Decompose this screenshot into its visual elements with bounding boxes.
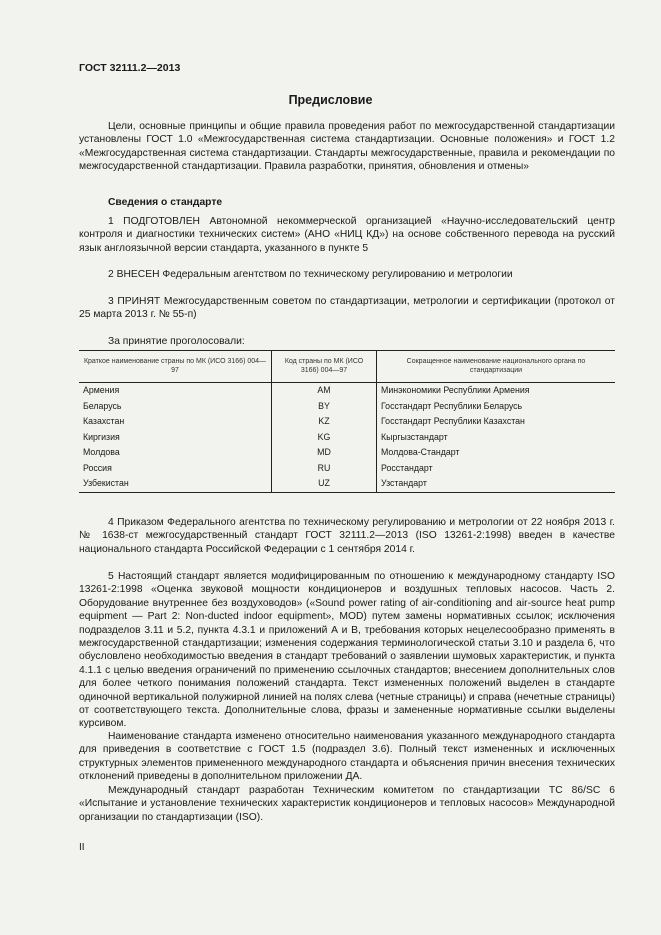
country-cell: Россия (83, 462, 112, 473)
code-cell: BY (272, 399, 377, 415)
item-4-paragraph: 4 Приказом Федерального агентства по техническому регулированию и метрологии от 22 ноября 2013 г. № 1638-ст межгосударственный стандарт ГОСТ 32111.2—2013 (ISO 13261-2:1998) введен в качестве национального стандарта Российской Федерации с 1 сентября 2014 г. (79, 517, 615, 555)
table-row (79, 399, 615, 415)
table-row (79, 414, 615, 430)
agency-cell: Минэкономики Республики Армения (377, 383, 616, 399)
country-cell: Узбекистан (79, 476, 272, 492)
country-cell: Беларусь (83, 400, 122, 411)
agency-cell: Узстандарт (377, 476, 616, 492)
section-subtitle: Сведения о стандарте (108, 197, 223, 208)
code-cell: KG (272, 430, 377, 446)
item-1-paragraph: 1 ПОДГОТОВЛЕН Автономной некоммерческой организацией «Научно-исследовательский центр контроля и диагностики технических систем» (АНО «НИЦ КД») на основе собственного перевода на русский язык англоязычной версии стандарта, указанного в пункте 5 (79, 216, 615, 254)
voted-label: За принятие проголосовали: (108, 336, 245, 347)
document-header: ГОСТ 32111.2—2013 (79, 62, 181, 74)
agency-cell: Молдова-Стандарт (377, 445, 616, 461)
code-cell: RU (272, 461, 377, 477)
country-cell: Казахстан (83, 416, 125, 426)
countries-table (79, 350, 615, 493)
country-cell: Киргизия (83, 431, 120, 442)
intro-paragraph: Цели, основные принципы и общие правила проведения работ по межгосударственной стандартизации установлены ГОСТ 1.0 «Межгосударственная система стандартизации. Основные положения» и ГОСТ 1.2 «Межгосударственная система стандартизации. Стандарты межгосударственные, правила и рекомендации по межгосударственной стандартизации. Правила разработки, принятия, обновления и отмены» (79, 121, 615, 173)
page-title: Предисловие (288, 93, 373, 107)
table-header-country: Краткое наименование страны по МК (ИСО 3166) 004—97 (79, 351, 272, 383)
table-row (79, 383, 615, 399)
intl-committee-paragraph: Международный стандарт разработан Техническим комитетом по стандартизации ТС 86/SC 6 «Испытание и установление технических характеристик кондиционеров и тепловых насосов» Международной организации по стандартизации (ISO). (79, 785, 615, 823)
code-cell: KZ (272, 414, 377, 430)
country-cell: Армения (83, 385, 120, 395)
agency-cell: Госстандарт Республики Беларусь (377, 399, 616, 415)
country-cell: Молдова (83, 447, 120, 457)
agency-cell: Росстандарт (377, 461, 616, 477)
agency-cell: Кыргызстандарт (377, 430, 616, 446)
table-row (79, 445, 615, 461)
item-3-paragraph: 3 ПРИНЯТ Межгосударственным советом по стандартизации, метрологии и сертификации (протокол от 25 марта 2013 г. № 55-п) (79, 296, 615, 321)
table-header-agency: Сокращенное наименование национального органа по стандартизации (377, 351, 616, 383)
table-row (79, 476, 615, 492)
table-row (79, 430, 615, 446)
agency-cell: Госстандарт Республики Казахстан (377, 414, 616, 430)
code-cell: UZ (272, 476, 377, 492)
page-number: II (79, 842, 85, 853)
code-cell: MD (272, 445, 377, 461)
table-row (79, 461, 615, 477)
item-2-paragraph: 2 ВНЕСЕН Федеральным агентством по техническому регулированию и метрологии (108, 269, 513, 280)
naming-paragraph: Наименование стандарта изменено относительно наименования указанного международного стандарта для приведения в соответствие с ГОСТ 1.5 (подраздел 3.6). Полный текст измененных и исключенных структурных элементов примененного международного стандарта и объяснения причин внесения технических отклонений приведены в дополнительном приложении ДА. (79, 731, 615, 783)
table-header-row (79, 351, 615, 383)
table-header-code: Код страны по МК (ИСО 3166) 004—97 (272, 351, 377, 383)
code-cell: AM (272, 383, 377, 399)
item-5-paragraph: 5 Настоящий стандарт является модифицированным по отношению к международному стандарту ISO 13261-2:1998 «Оценка звуковой мощности кондиционеров и воздушных тепловых насосов. Часть 2. Оборудование внутреннее без воздуховодов» («Sound power rating of air-conditioning and air-source heat pump equipment — Part 2: Non-ducted indoor equipment», MOD) путем замены нормативных ссылок; исключения подразделов 3.11 и 5.2, пункта 4.3.1 и приложений А и В, требования которых нецелесообразно применять в межгосударственной стандартизации; изменения содержания терминологической статьи 3.10 и раздела 6, что обусловлено необходимостью введения в стандарт требований о заявлении шумовых характеристик, и пункта 4.1.1 с целью введения ограничений по применению ссылочных стандартов; внесением дополнительных слов для более четкого понимания положений стандарта. Текст измененных положений выделен в стандарте одиночной вертикальной полужирной линией на полях слева (четные страницы) и справа (нечетные страницы) от соответствующего текста. Дополнительные слова, фразы и замененные нормативные ссылки выделены курсивом. (79, 571, 615, 730)
